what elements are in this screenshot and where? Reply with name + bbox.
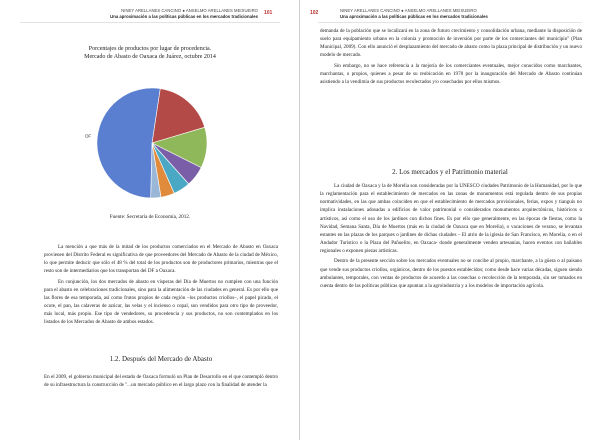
running-header: [340, 8, 540, 20]
right-page: [300, 0, 600, 440]
right-body-text: [320, 27, 582, 88]
pie-chart: [50, 71, 260, 211]
paragraph: En el 2009, el gobierno municipal del estado de Oaxaca formuló un Plan de Desarrollo en el que contempló dentro de su infraestructura la construcción de "...un mercado público en el largo plazo con la finalidad de atender la: [44, 374, 278, 389]
running-header: [88, 8, 258, 20]
paragraph: La mención a que más de la mitad de los productos comerciados en el Mercado de Abasto en Oaxaca provienen del Distrito Federal es significativa de que proveedores del Mercado de Abasto de la ciudad de México, lo que permite deducir que sólo el 48 % del total de los productos son de productores primarios, mientras que el resto son de intermediarios que los transportan del DF a Oaxaca.: [44, 244, 278, 275]
header-book-title: Una aproximación a las políticas públicas en los mercados tradicionales: [340, 14, 488, 19]
header-book-title: Una aproximación a las políticas públicas en los mercados tradicionales: [110, 14, 258, 19]
paragraph: En conjunción, los dos mercados de abasto en vísperas del Día de Muertos no cumplen con una función para el abasto en celebraciones tradicionales, sino para la alimentación de las ciudades en general. Es por ello que las flores de esa temporada, así como frutos propios de cada región –los productos criollos–, el papel picado, el ocote, el pan, las calaveras de azúcar, las velas y el incienso o copal, son vendidos para otro tipo de proveedor, más local, más propio. Ese tipo de vendedores, su procedencia y sus productos, no son contemplados en los listados de los Mercados de Abasto de ambos estados.: [44, 278, 278, 326]
header-authors: NINEY ARELLANES CANCINO ● ANSELMO ARELLANES MEIXUEIRO: [121, 8, 258, 13]
paragraph: Sin embargo, no se hace referencia a la mejoría de los comerciantes eventuales, mejor conocidos como marchantes, marchantas, o propios, quienes a pesar de su reubicación en 1978 por la inauguración del Mercado de Abasto continúan asistiendo a la vendimia de sus productos recolectados y/o cosechados por ellos mismos.: [320, 62, 582, 85]
header-divider: [20, 22, 280, 23]
figure-caption-line-1: Porcentajes de productos por lugar de procedencia.: [88, 46, 212, 52]
page-number: 101: [264, 10, 273, 16]
figure-source: Fuente: Secretaría de Economía, 2012.: [109, 214, 191, 220]
paragraph: La ciudad de Oaxaca y la de Morelia son consideradas por la UNESCO ciudades Patrimonio de la Humanidad, por lo que la reglamentación para el establecimiento de mercados en las zonas de monumentos está regulada dentro de sus propias normatividades, en las que ambas coinciden en que el establecimiento de mercados provisionales, ferias, expos y tianguis no implica instalaciones adosadas a edificios de valor patrimonial o considerados monumentos arquitectónicos, históricos o artísticos, así como el uso de los jardines con dichos fines. Es por ello que generalmente, en las épocas de fiestas, como la Navidad, Semana Santa, Día de Muertos (más en la ciudad de Oaxaca que en Morelia), o vacaciones de verano, se levantan estantes en las plazas de los parques o jardines de dichas ciudades – El atrio de la iglesia de San Francisco, en Morelia, o en el Andador Turístico o la Plaza del Pañuelito, en Oaxaca- donde generalmente venden artesanías, hacen eventos con bailables regionales o exponen piezas artísticas.: [320, 183, 582, 255]
header-divider: [318, 22, 582, 23]
pie-slice-label: DF: [85, 133, 92, 139]
section-heading: 1.2. Después del Mercado de Abasto: [109, 355, 213, 363]
header-authors: NINEY ARELLANES CANCINO ● ANSELMO ARELLANES MEIXUEIRO: [340, 8, 477, 13]
pie-slice: [97, 88, 160, 198]
section-heading: 2. Los mercados y el Patrimonio material: [392, 168, 508, 176]
left-body-text: [44, 243, 278, 329]
right-body-text-lower: [320, 182, 582, 292]
figure-caption: [40, 45, 260, 61]
pie-chart-svg: [50, 71, 260, 211]
paragraph: demanda de la población que se localizará en la zona de futuro crecimiento y consolidación urbana, mediante la disposición de suelo para equipamiento urbano en la colonia y promoción de inversión por parte de los comerciantes del municipio" (Plan Municipal, 2009). Con ello anunció el desplazamiento del mercado de abasto como la plaza principal de distribución y un nuevo modelo de mercado.: [320, 28, 582, 59]
left-body-text-final: [44, 373, 278, 391]
figure-caption-line-2: Mercado de Abasto de Oaxaca de Juárez, octubre 2014: [84, 54, 216, 60]
page-number: 102: [310, 10, 319, 16]
paragraph: Dentro de la presente sección sobre los mercados eventuales no se concibe al propio, marchante, a la güera o al paisano que vende sus productos criollos, orgánicos, dentro de los puestos establecidos; como desde hace varias décadas, siguen siendo ambulantes, temporales, con ventas de productos de acuerdo a las cosechas o recolección de la temporada, sin ser tomados en cuenta dentro de las políticas públicas que apuntan a la agroindustria y a los modelos de importación agrícola.: [320, 258, 582, 289]
